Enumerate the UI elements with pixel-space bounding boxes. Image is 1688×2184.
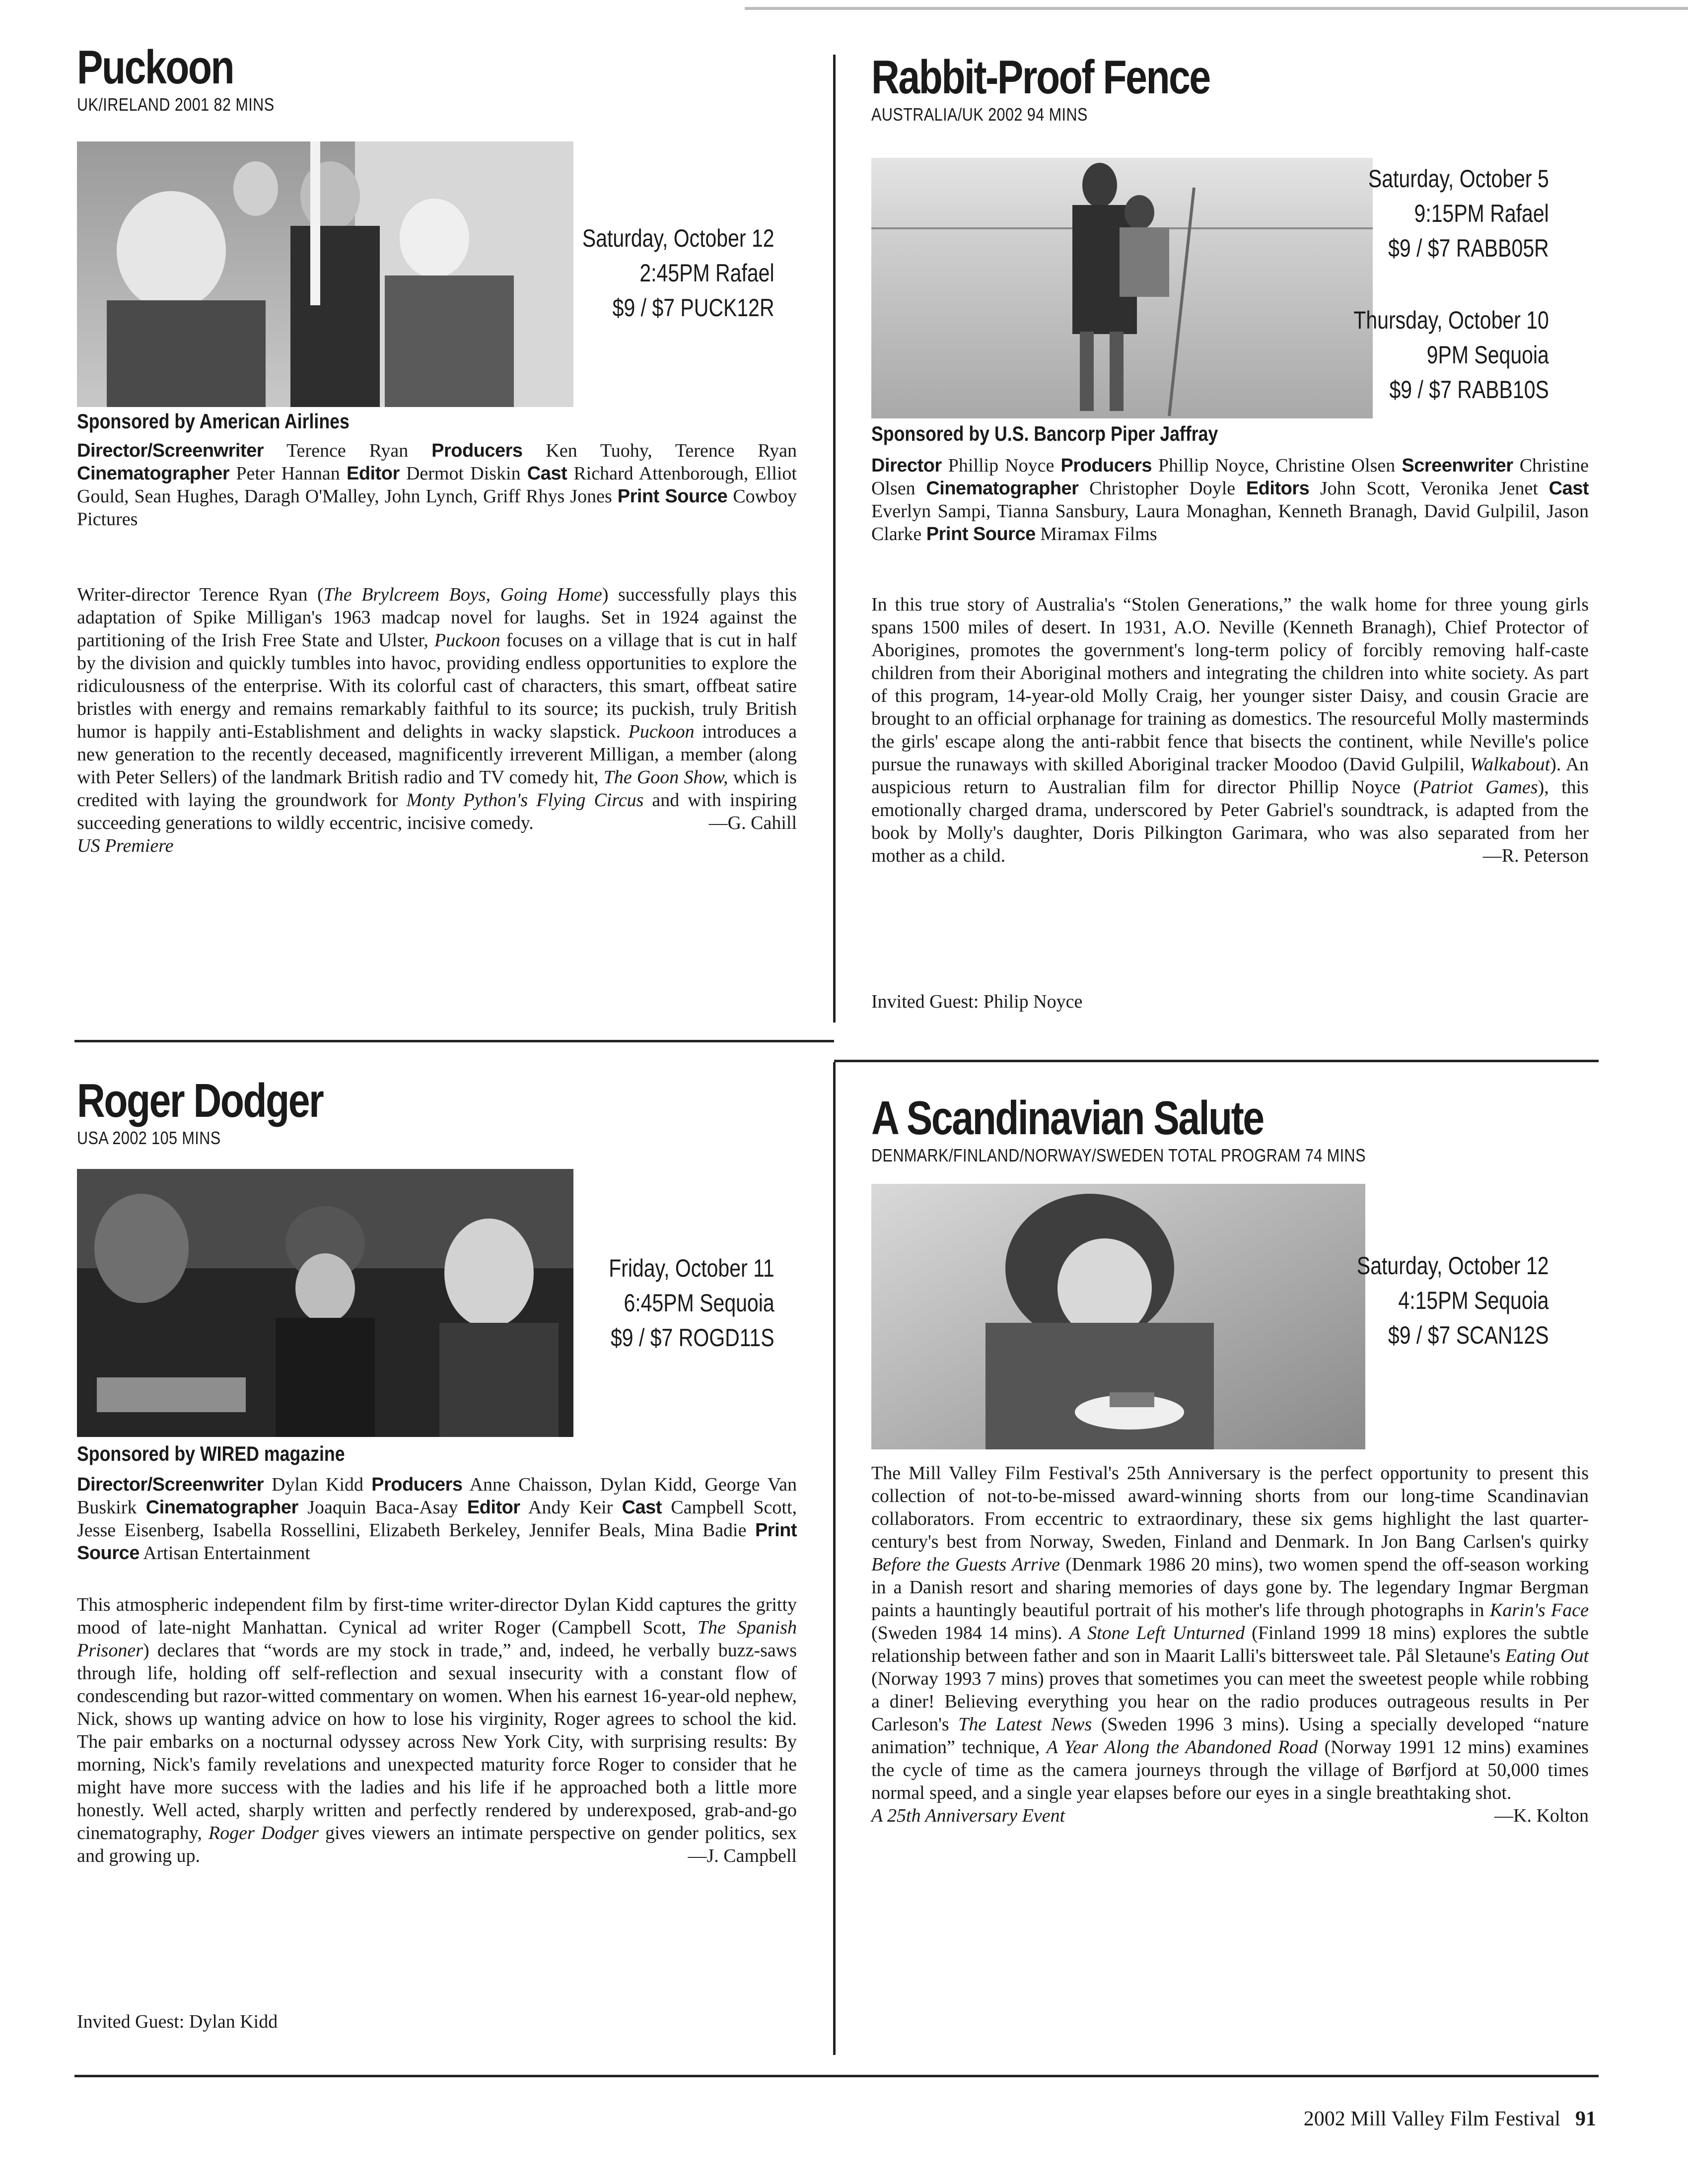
- film-still-image: [871, 158, 1373, 418]
- credit-names: Andy Keir: [528, 1497, 613, 1518]
- column-divider-top: [833, 55, 836, 1023]
- section-divider-right: [834, 1060, 1599, 1062]
- credits-block: [77, 439, 797, 531]
- synopsis-text: In this true story of Australia's “Stolen Generations,” the walk home for three young girls spans 1500 miles of desert. In 1931, A.O. Neville (Kenneth Branagh), Chief Protector of Aborigines, promotes the government's long-term policy of forcibly removing half-caste children from their Aboriginal mothers and integrating the children into white society. As part of this program, 14-year-old Molly Craig, her younger sister Daisy, and cousin Gracie are brought to an official orphanage for training as domestics. The resourceful Molly masterminds the girls' escape along the anti-rabbit fence that bisects the continent, while Neville's police pursue the runaways with skilled Aboriginal tracker Moodoo (David Gulpilil, Walkabout). An auspicious return to Australian film for director Phillip Noyce (Patriot Games), this emotionally charged drama, underscored by Peter Gabriel's soundtrack, is adapted from the book by Molly's daughter, Doris Pilkington Garimara, who was also separated from her mother as a child. —R. Peterson: [871, 594, 1589, 866]
- film-meta: AUSTRALIA/UK 2002 94 MINS: [871, 104, 1088, 125]
- credit-names: Dylan Kidd: [272, 1474, 364, 1495]
- reviewer-signature: —R. Peterson: [1482, 845, 1589, 866]
- invited-guest: Invited Guest: Philip Noyce: [871, 991, 1083, 1012]
- screening-date: Friday, October 11: [609, 1254, 774, 1282]
- credit-names: Dermot Diskin: [406, 463, 521, 484]
- credit-role: Cast: [622, 1497, 662, 1518]
- screening-price-code: $9 / $7 ROGD11S: [611, 1324, 774, 1352]
- screening-date: Saturday, October 12: [582, 224, 774, 252]
- synopsis-text: Writer-director Terence Ryan (The Brylcreem Boys, Going Home) successfully plays this adaptation of Spike Milligan's 1963 madcap novel for laughs. Set in 1924 against the partitioning of the Irish Free State and Ulster, Puckoon focuses on a village that is cut in half by the division and quickly tumbles into havoc, providing endless opportunities to explore the ridiculousness of the enterprise. With its colorful cast of characters, this smart, offbeat satire bristles with energy and remains remarkably faithful to its source; its puckish, truly British humor is happily anti-Establishment and delights in wacky slapstick. Puckoon introduces a new generation to the recently deceased, magnificently irreverent Milligan, a member (along with Peter Sellers) of the landmark British radio and TV comedy hit, The Goon Show, which is credited with laying the groundwork for Monty Python's Flying Circus and with inspiring succeeding generations to wildly eccentric, incisive comedy. —G. Cahill: [77, 584, 797, 833]
- page-footer: [1304, 2107, 1596, 2131]
- credit-role: Cinematographer: [145, 1497, 298, 1518]
- credit-names: Terence Ryan: [286, 440, 409, 461]
- credit-role: Editor: [346, 463, 400, 484]
- credit-names: Campbell Scott, Jesse Eisenberg, Isabella Rossellini, Elizabeth Berkeley, Jennifer Beals, Mina Badie: [77, 1497, 797, 1541]
- film-entry-rabbit-proof-fence: [871, 51, 1284, 125]
- film-entry-puckoon: [77, 41, 309, 115]
- reviewer-signature: —G. Cahill: [708, 813, 797, 833]
- screening-rabbit-proof-fence-1: [1368, 161, 1549, 266]
- credit-names: Ken Tuohy, Terence Ryan: [546, 440, 797, 461]
- section-divider-left: [74, 1040, 834, 1042]
- screening-price-code: $9 / $7 PUCK12R: [613, 294, 774, 322]
- reviewer-signature: —K. Kolton: [1494, 1805, 1589, 1826]
- credit-names: Everlyn Sampi, Tianna Sansbury, Laura Monaghan, Kenneth Branagh, David Gulpilil, Jason Clarke: [871, 501, 1589, 545]
- invited-guest: Invited Guest: Dylan Kidd: [77, 2011, 278, 2032]
- screening-price-code: $9 / $7 SCAN12S: [1388, 1321, 1549, 1349]
- film-meta: DENMARK/FINLAND/NORWAY/SWEDEN TOTAL PROGRAM 74 MINS: [871, 1145, 1366, 1165]
- screening-price-code: $9 / $7 RABB10S: [1389, 376, 1549, 404]
- footer-rule: [74, 2075, 1599, 2077]
- synopsis-text: The Mill Valley Film Festival's 25th Anniversary is the perfect opportunity to present this collection of not-to-be-missed award-winning shorts from our long-time Scandinavian collaborators. From eccentric to extraordinary, these six gems highlight the last quarter-century's best from Norway, Sweden, Finland and Denmark. In Jon Bang Carlsen's quirky Before the Guests Arrive (Denmark 1986 20 mins), two women spend the off-season working in a Danish resort and sharing memories of days gone by. The legendary Ingmar Bergman paints a hauntingly beautiful portrait of his mother's life through photographs in Karin's Face (Sweden 1984 14 mins). A Stone Left Unturned (Finland 1999 18 mins) explores the subtle relationship between father and son in Maarit Lalli's bittersweet tale. Pål Sletaune's Eating Out (Norway 1993 7 mins) proves that sometimes you can meet the sweetest people while robbing a diner! Believing everything you hear on the radio produces outrageous results in Per Carleson's The Latest News (Sweden 1996 3 mins). Using a specially developed “nature animation” technique, A Year Along the Abandoned Road (Norway 1991 12 mins) examines the cycle of time as the camera journeys through the village of Børfjord at 50,000 times normal speed, and a single year elapses before our eyes in a single breathtaking shot. —K. Kolton: [871, 1463, 1589, 1826]
- credit-role: Cinematographer: [77, 463, 230, 484]
- credit-names: Cowboy Pictures: [77, 486, 797, 530]
- reviewer-signature: —J. Campbell: [688, 1845, 797, 1866]
- credit-role: Print Source: [617, 486, 728, 507]
- film-title: Rabbit-Proof Fence: [871, 51, 1210, 104]
- credit-names: Christopher Doyle: [1089, 478, 1236, 499]
- credits-block: [77, 1473, 797, 1565]
- top-edge-rule: [745, 7, 1688, 10]
- credit-role: Producers: [371, 1474, 463, 1495]
- screening-time-venue: 9PM Sequoia: [1426, 341, 1549, 369]
- credit-role: Director/Screenwriter: [77, 440, 264, 461]
- screening-date: Saturday, October 5: [1368, 165, 1549, 193]
- column-divider-bottom: [833, 1062, 836, 2055]
- screening-time-venue: 9:15PM Rafael: [1414, 200, 1549, 227]
- screening-date: Thursday, October 10: [1353, 306, 1549, 334]
- credit-names: Christine Olsen: [871, 455, 1589, 499]
- screening-rabbit-proof-fence-2: [1354, 303, 1549, 407]
- screening-time-venue: 2:45PM Rafael: [639, 259, 774, 287]
- film-meta: USA 2002 105 MINS: [77, 1128, 221, 1148]
- screening-price-code: $9 / $7 RABB05R: [1388, 234, 1549, 262]
- credit-names: Peter Hannan: [236, 463, 340, 484]
- credit-role: Editors: [1246, 478, 1310, 499]
- synopsis: [871, 1462, 1589, 1827]
- sponsor-line: Sponsored by WIRED magazine: [77, 1442, 345, 1465]
- film-still-image: [77, 141, 573, 407]
- screening-date: Saturday, October 12: [1357, 1252, 1549, 1280]
- credit-role: Screenwriter: [1402, 455, 1513, 476]
- synopsis: [871, 593, 1589, 867]
- film-still-roger-dodger: [77, 1169, 573, 1437]
- credit-role: Director/Screenwriter: [77, 1474, 264, 1495]
- screening-puckoon-1: [582, 221, 774, 325]
- credit-names: John Scott, Veronika Jenet: [1320, 478, 1538, 499]
- film-still-rabbit-proof-fence: [871, 158, 1373, 418]
- credit-role: Cast: [1548, 478, 1589, 499]
- credit-role: Print Source: [77, 1520, 797, 1564]
- screening-time-venue: 4:15PM Sequoia: [1398, 1287, 1549, 1314]
- film-entry-roger-dodger: [77, 1074, 377, 1149]
- film-meta: UK/IRELAND 2001 82 MINS: [77, 94, 275, 115]
- film-still-scandinavian-salute: [871, 1184, 1365, 1449]
- sponsor-line: Sponsored by American Airlines: [77, 410, 350, 433]
- publication-name: 2002 Mill Valley Film Festival: [1303, 2108, 1560, 2130]
- film-entry-scandinavian-salute: [871, 1094, 1453, 1166]
- sponsor-line: Sponsored by U.S. Bancorp Piper Jaffray: [871, 422, 1218, 445]
- credit-role: Producers: [1060, 455, 1152, 476]
- credit-names: Richard Attenborough, Elliot Gould, Sean Hughes, Daragh O'Malley, John Lynch, Griff Rhys Jones: [77, 463, 797, 507]
- credit-role: Editor: [467, 1497, 520, 1518]
- credit-role: Cast: [527, 463, 567, 484]
- film-title: Puckoon: [77, 41, 234, 94]
- film-title: Roger Dodger: [77, 1074, 323, 1127]
- film-still-image: [77, 1169, 573, 1437]
- premiere-note: US Premiere: [77, 835, 174, 856]
- film-still-puckoon: [77, 141, 573, 407]
- credit-names: Phillip Noyce, Christine Olsen: [1158, 455, 1396, 476]
- credit-role: Director: [871, 455, 942, 476]
- screening-scandinavian-salute-1: [1357, 1248, 1549, 1353]
- credit-names: Anne Chaisson, Dylan Kidd, George Van Buskirk: [77, 1474, 797, 1518]
- credit-role: Producers: [431, 440, 523, 461]
- credit-names: Phillip Noyce: [948, 455, 1055, 476]
- screening-roger-dodger-1: [609, 1251, 774, 1355]
- film-title: A Scandinavian Salute: [871, 1092, 1264, 1145]
- anniversary-note: A 25th Anniversary Event: [871, 1805, 1065, 1826]
- credit-names: Joaquin Baca-Asay: [307, 1497, 458, 1518]
- synopsis: [77, 583, 797, 857]
- credit-names: Artisan Entertainment: [143, 1543, 310, 1564]
- credit-role: Cinematographer: [926, 478, 1079, 499]
- credit-names: Miramax Films: [1040, 524, 1157, 545]
- credits-block: [871, 454, 1589, 546]
- synopsis: [77, 1593, 797, 1867]
- film-still-image: [871, 1184, 1365, 1449]
- screening-time-venue: 6:45PM Sequoia: [624, 1289, 774, 1317]
- credit-role: Print Source: [926, 524, 1036, 545]
- page-number: 91: [1575, 2108, 1596, 2130]
- synopsis-text: This atmospheric independent film by first-time writer-director Dylan Kidd captures the gritty mood of late-night Manhattan. Cynical ad writer Roger (Campbell Scott, The Spanish Prisoner) declares that “words are my stock in trade,” and, indeed, he verbally buzz-saws through life, holding off self-reflection and sexual insecurity with a constant flow of condescending but razor-witted commentary on women. When his earnest 16-year-old nephew, Nick, shows up wanting advice on how to lose his virginity, Roger agrees to school the kid. The pair embarks on a nocturnal odyssey across New York City, with surprising results: By morning, Nick's family revelations and unexpected maturity force Roger to consider that he might have more success with the ladies and his life if he approached both a little more honestly. Well acted, sharply written and perfectly rendered by underexposed, grab-and-go cinematography, Roger Dodger gives viewers an intimate perspective on gender politics, sex and growing up. —J. Campbell: [77, 1594, 797, 1866]
